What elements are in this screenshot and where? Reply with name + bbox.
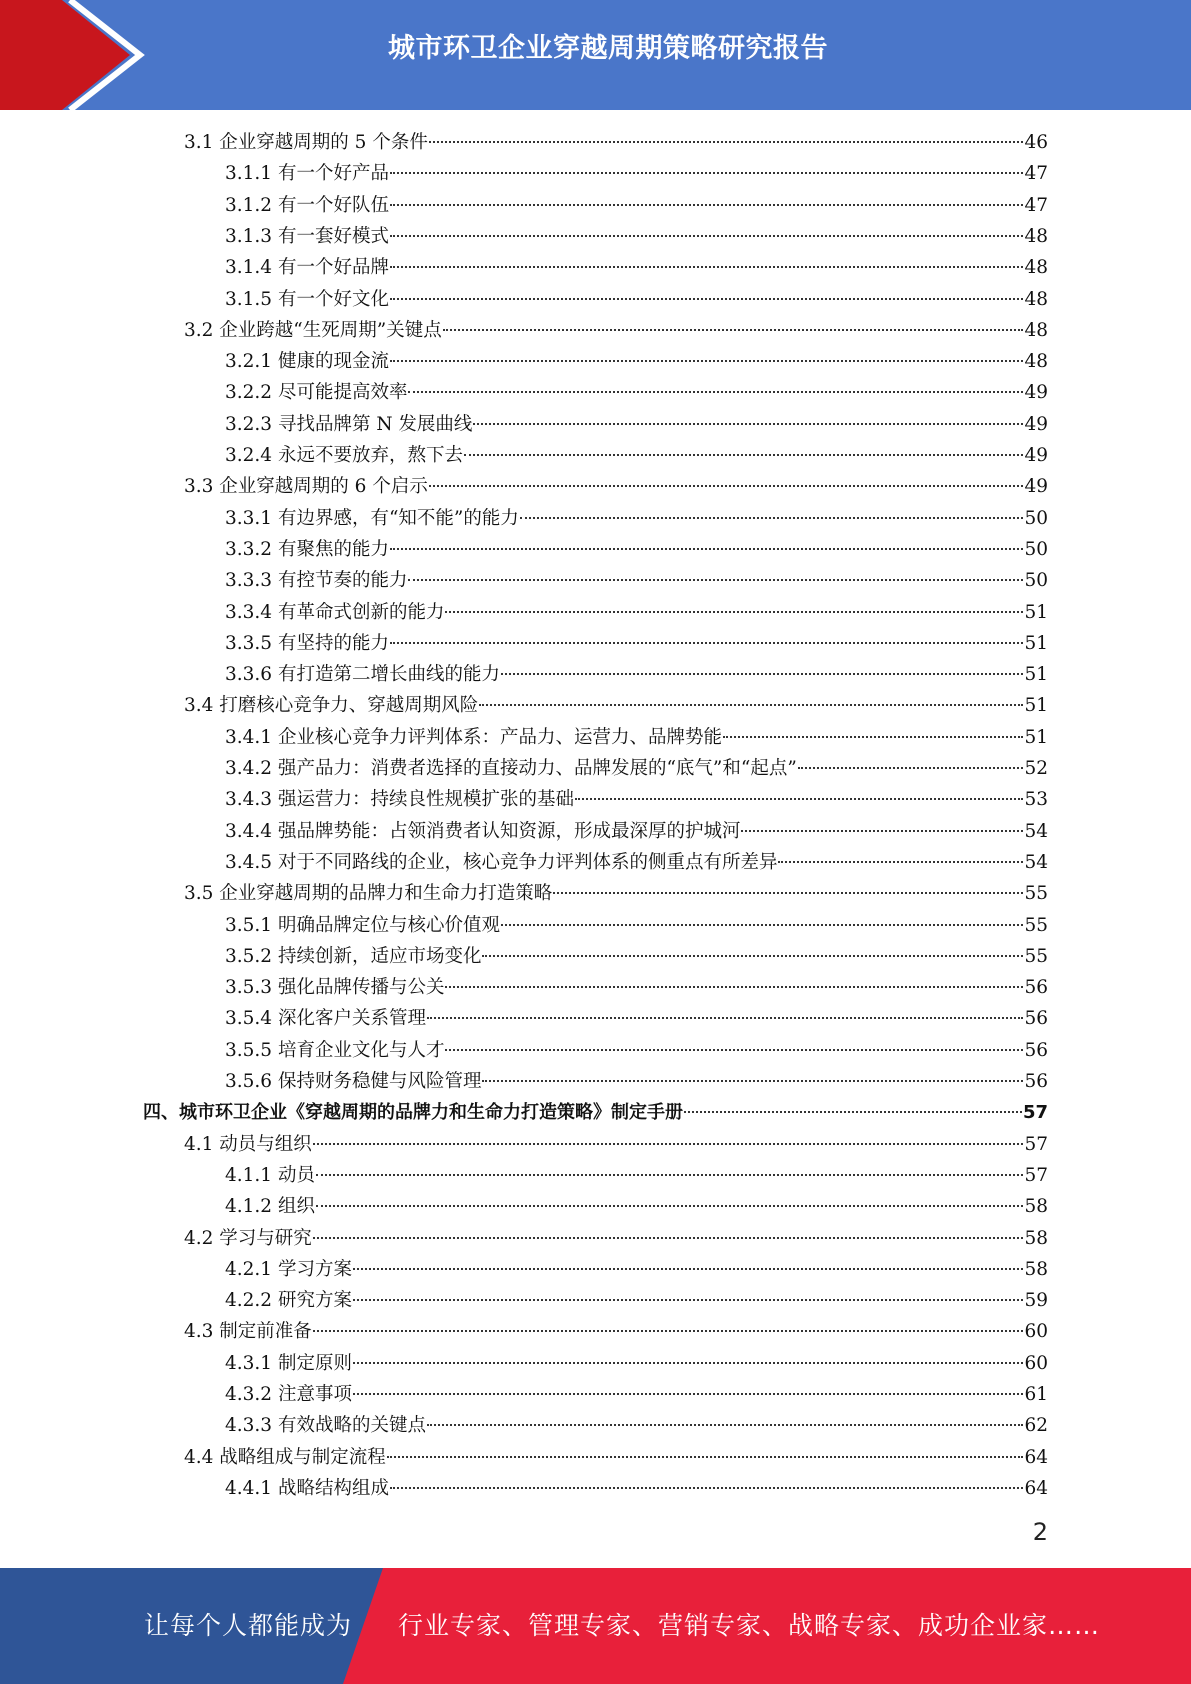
toc-entry-page: 48 <box>1024 257 1048 279</box>
toc-entry-title: 3.5 企业穿越周期的品牌力和生命力打造策略 <box>184 883 553 905</box>
toc-entry-page: 64 <box>1024 1477 1048 1499</box>
dot-leader <box>408 579 1023 581</box>
toc-entry-title: 4.3.2 注意事项 <box>225 1384 352 1405</box>
dot-leader <box>390 298 1023 300</box>
toc-entry[interactable] <box>225 1067 1048 1097</box>
toc-entry[interactable] <box>225 942 1048 972</box>
toc-entry-page: 60 <box>1024 1352 1048 1374</box>
toc-entry[interactable] <box>225 566 1048 596</box>
toc-entry-title: 3.4 打磨核心竞争力、穿越周期风险 <box>184 695 479 717</box>
toc-entry-title: 四、城市环卫企业《穿越周期的品牌力和生命力打造策略》制定手册 <box>143 1102 683 1124</box>
toc-entry-title: 3.2 企业跨越“生死周期”关键点 <box>184 319 442 341</box>
toc-entry-page: 51 <box>1024 664 1048 686</box>
toc-entry-title: 4.2.2 研究方案 <box>225 1290 352 1312</box>
toc-entry-page: 61 <box>1024 1384 1048 1405</box>
toc-entry-page: 56 <box>1024 1039 1048 1061</box>
toc-entry-page: 56 <box>1024 977 1048 999</box>
toc-entry-title: 4.1.2 组织 <box>225 1196 315 1218</box>
toc-entry-title: 3.1.2 有一个好队伍 <box>225 194 389 216</box>
dot-leader <box>353 1299 1024 1301</box>
toc-entry-title: 3.3.6 有打造第二增长曲线的能力 <box>225 664 500 686</box>
dot-leader <box>479 704 1023 706</box>
toc-entry[interactable] <box>225 159 1048 189</box>
toc-entry-page: 47 <box>1024 163 1048 185</box>
toc-entry[interactable] <box>184 316 1048 346</box>
toc-entry-title: 3.3.3 有控节奏的能力 <box>225 570 408 592</box>
toc-entry-title: 3.2.4 永远不要放弃，熬下去 <box>225 445 463 466</box>
toc-entry-title: 3.3.1 有边界感，有“知不能”的能力 <box>225 507 519 529</box>
toc-entry-page: 50 <box>1024 570 1048 592</box>
dot-leader <box>445 986 1023 988</box>
toc-entry-title: 3.4.5 对于不同路线的企业，核心竞争力评判体系的侧重点有所差异 <box>225 851 778 873</box>
toc-entry-title: 3.4.2 强产品力：消费者选择的直接动力、品牌发展的“底气”和“起点” <box>225 758 797 779</box>
toc-entry-page: 60 <box>1024 1321 1048 1343</box>
dot-leader <box>445 611 1023 613</box>
dot-leader <box>390 642 1023 644</box>
toc-entry[interactable] <box>225 723 1048 753</box>
toc-entry-page: 56 <box>1024 1071 1048 1092</box>
toc-entry[interactable] <box>225 1036 1048 1066</box>
toc-entry-page: 51 <box>1024 632 1048 654</box>
dot-leader <box>741 830 1023 832</box>
toc-entry[interactable] <box>225 754 1048 784</box>
toc-entry[interactable] <box>225 1474 1048 1504</box>
toc-entry-title: 3.3.4 有革命式创新的能力 <box>225 601 445 623</box>
toc-entry-page: 58 <box>1024 1258 1048 1280</box>
toc-entry[interactable] <box>225 629 1048 659</box>
toc-entry[interactable] <box>225 1411 1048 1441</box>
toc-entry-title: 3.2.1 健康的现金流 <box>225 351 389 373</box>
toc-entry-title: 3.3 企业穿越周期的 6 个启示 <box>184 476 428 498</box>
toc-entry[interactable] <box>184 1130 1048 1160</box>
dot-leader <box>429 141 1024 143</box>
toc-entry-page: 58 <box>1024 1196 1048 1218</box>
dot-leader <box>684 1111 1022 1113</box>
toc-entry[interactable] <box>225 378 1048 408</box>
toc-entry-title: 4.4.1 战略结构组成 <box>225 1477 389 1499</box>
toc-entry-title: 3.4.1 企业核心竞争力评判体系：产品力、运营力、品牌势能 <box>225 726 722 748</box>
toc-entry[interactable] <box>225 911 1048 941</box>
toc-entry-page: 57 <box>1022 1102 1048 1124</box>
toc-entry-title: 4.3.3 有效战略的关键点 <box>225 1415 426 1437</box>
toc-entry[interactable] <box>225 1161 1048 1191</box>
toc-entry[interactable] <box>225 1192 1048 1222</box>
toc-entry-title: 3.1.4 有一个好品牌 <box>225 257 389 279</box>
toc-entry-title: 4.2.1 学习方案 <box>225 1258 352 1280</box>
toc-entry[interactable] <box>225 785 1048 815</box>
page-footer <box>0 1568 1191 1684</box>
dot-leader <box>390 266 1023 268</box>
toc-entry[interactable] <box>225 598 1048 628</box>
toc-entry-page: 56 <box>1024 1008 1048 1030</box>
toc-entry-page: 51 <box>1024 726 1048 748</box>
toc-entry[interactable] <box>225 1004 1048 1034</box>
toc-entry-page: 46 <box>1024 132 1048 153</box>
toc-entry[interactable] <box>225 441 1048 471</box>
dot-leader <box>390 204 1023 206</box>
toc-entry-page: 50 <box>1024 538 1048 560</box>
dot-leader <box>353 1362 1024 1364</box>
dot-leader <box>723 736 1023 738</box>
dot-leader <box>390 360 1023 362</box>
toc-entry-title: 4.1 动员与组织 <box>184 1133 312 1155</box>
dot-leader <box>353 1393 1024 1395</box>
toc-entry[interactable] <box>184 879 1048 909</box>
dot-leader <box>390 235 1023 237</box>
toc-entry-title: 3.3.5 有坚持的能力 <box>225 632 389 654</box>
toc-entry-page: 49 <box>1024 476 1048 498</box>
toc-entry-page: 48 <box>1024 288 1048 310</box>
toc-entry[interactable] <box>225 191 1048 221</box>
toc-entry-page: 48 <box>1024 225 1048 247</box>
toc-entry-title: 3.5.2 持续创新，适应市场变化 <box>225 945 482 967</box>
toc-entry-title: 3.2.2 尽可能提高效率 <box>225 382 408 404</box>
toc-entry[interactable] <box>184 1443 1048 1473</box>
dot-leader <box>553 892 1023 894</box>
toc-entry[interactable] <box>225 347 1048 377</box>
dot-leader <box>464 454 1023 456</box>
toc-entry-title: 3.4.4 强品牌势能：占领消费者认知资源，形成最深厚的护城河 <box>225 820 741 842</box>
toc-entry[interactable] <box>225 253 1048 283</box>
toc-entry-title: 3.5.1 明确品牌定位与核心价值观 <box>225 914 500 936</box>
toc-entry[interactable] <box>225 504 1048 534</box>
toc-entry[interactable] <box>225 285 1048 315</box>
footer-slogan-right: 行业专家、管理专家、营销专家、战略专家、成功企业家…… <box>398 1611 1101 1640</box>
toc-entry-page: 49 <box>1024 445 1048 466</box>
dot-leader <box>798 767 1024 769</box>
toc-entry-page: 49 <box>1024 413 1048 435</box>
toc-entry[interactable] <box>225 817 1048 847</box>
toc-entry-title: 3.5.3 强化品牌传播与公关 <box>225 977 445 999</box>
toc-entry-page: 53 <box>1024 789 1048 811</box>
toc-entry[interactable] <box>225 1380 1048 1410</box>
report-title: 城市环卫企业穿越周期策略研究报告 <box>388 33 828 64</box>
dot-leader <box>313 1143 1024 1145</box>
dot-leader <box>408 391 1023 393</box>
dot-leader <box>482 1080 1023 1082</box>
dot-leader <box>316 1205 1024 1207</box>
dot-leader <box>313 1237 1024 1239</box>
toc-entry[interactable] <box>225 410 1048 440</box>
toc-entry[interactable] <box>225 535 1048 565</box>
toc-entry-title: 3.1.3 有一套好模式 <box>225 225 389 247</box>
toc-entry[interactable] <box>225 660 1048 690</box>
dot-leader <box>387 1456 1024 1458</box>
toc-entry-title: 3.1.1 有一个好产品 <box>225 163 389 185</box>
toc-entry-title: 3.5.6 保持财务稳健与风险管理 <box>225 1071 482 1092</box>
toc-entry-page: 51 <box>1024 695 1048 717</box>
toc-entry-page: 57 <box>1024 1133 1048 1155</box>
toc-entry-title: 3.5.5 培育企业文化与人才 <box>225 1039 445 1061</box>
toc-entry[interactable] <box>225 1255 1048 1285</box>
toc-entry[interactable] <box>225 848 1048 878</box>
toc-entry-title: 4.3.1 制定原则 <box>225 1352 352 1374</box>
dot-leader <box>501 924 1023 926</box>
toc-entry-title: 3.3.2 有聚焦的能力 <box>225 538 389 560</box>
toc-entry-title: 4.4 战略组成与制定流程 <box>184 1446 386 1468</box>
dot-leader <box>316 1174 1024 1176</box>
dot-leader <box>520 517 1024 519</box>
toc-entry-page: 51 <box>1024 601 1048 623</box>
toc-entry[interactable] <box>184 1317 1048 1347</box>
footer-slogan-left: 让每个人都能成为 <box>144 1611 353 1640</box>
toc-entry-title: 3.1 企业穿越周期的 5 个条件 <box>184 132 428 153</box>
toc-entry-page: 57 <box>1024 1164 1048 1186</box>
toc-entry[interactable] <box>184 128 1048 158</box>
toc-entry-page: 64 <box>1024 1446 1048 1468</box>
dot-leader <box>390 172 1023 174</box>
dot-leader <box>427 1017 1023 1019</box>
toc-entry-title: 4.2 学习与研究 <box>184 1227 312 1249</box>
toc-entry-page: 52 <box>1024 758 1048 779</box>
toc-entry-page: 48 <box>1024 319 1048 341</box>
dot-leader <box>390 1487 1023 1489</box>
toc-entry-page: 50 <box>1024 507 1048 529</box>
toc-entry-title: 3.2.3 寻找品牌第 N 发展曲线 <box>225 413 473 435</box>
toc-entry-page: 62 <box>1024 1415 1048 1437</box>
dot-leader <box>575 798 1023 800</box>
toc-entry-title: 3.5.4 深化客户关系管理 <box>225 1008 426 1030</box>
toc-entry-page: 55 <box>1024 914 1048 936</box>
page-number: 2 <box>1032 1518 1048 1546</box>
dot-leader <box>778 861 1023 863</box>
toc-entry-page: 49 <box>1024 382 1048 404</box>
dot-leader <box>445 1049 1023 1051</box>
toc-entry[interactable] <box>184 472 1048 502</box>
toc-entry-title: 4.3 制定前准备 <box>184 1321 312 1343</box>
toc-entry[interactable] <box>225 1349 1048 1379</box>
dot-leader <box>313 1330 1024 1332</box>
toc-entry[interactable] <box>184 1224 1048 1254</box>
dot-leader <box>443 329 1024 331</box>
dot-leader <box>427 1424 1023 1426</box>
toc-entry[interactable] <box>184 691 1048 721</box>
toc-entry-title: 3.4.3 强运营力：持续良性规模扩张的基础 <box>225 789 574 811</box>
toc-entry-title: 3.1.5 有一个好文化 <box>225 288 389 310</box>
dot-leader <box>353 1268 1024 1270</box>
toc-entry-page: 54 <box>1024 820 1048 842</box>
dot-leader <box>429 485 1024 487</box>
dot-leader <box>501 673 1023 675</box>
toc-entry-page: 58 <box>1024 1227 1048 1249</box>
toc-entry-page: 48 <box>1024 351 1048 373</box>
dot-leader <box>482 955 1023 957</box>
dot-leader <box>390 548 1023 550</box>
toc-entry-page: 55 <box>1024 883 1048 905</box>
toc-entry[interactable] <box>143 1098 1048 1128</box>
toc-entry[interactable] <box>225 973 1048 1003</box>
toc-entry[interactable] <box>225 222 1048 252</box>
toc-entry-page: 47 <box>1024 194 1048 216</box>
dot-leader <box>473 423 1023 425</box>
toc-entry-page: 54 <box>1024 851 1048 873</box>
page-header <box>0 0 1191 110</box>
toc-entry-page: 59 <box>1024 1290 1048 1312</box>
toc-entry-page: 55 <box>1024 945 1048 967</box>
toc-entry-title: 4.1.1 动员 <box>225 1164 315 1186</box>
toc-entry[interactable] <box>225 1286 1048 1316</box>
